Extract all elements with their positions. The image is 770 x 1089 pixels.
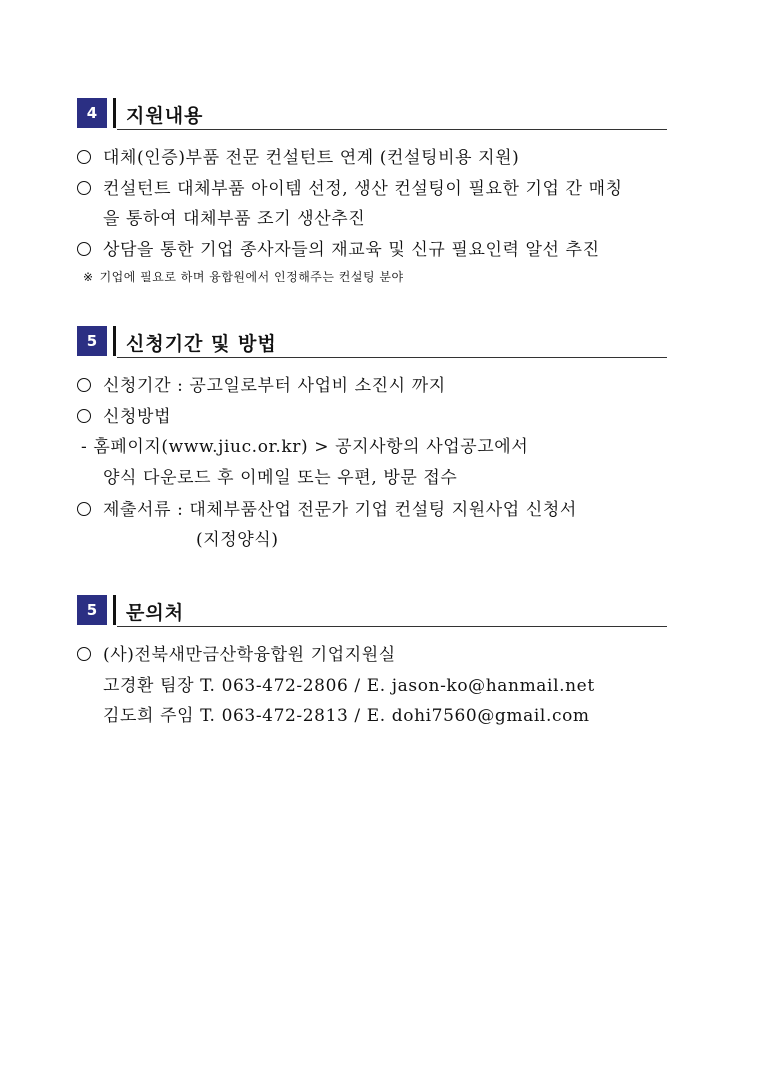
list-item [77, 402, 171, 427]
header-underline [117, 626, 667, 627]
list-item-continuation [103, 204, 365, 229]
item-text: 신청방법 [103, 407, 172, 427]
sub-item-continuation [103, 463, 457, 488]
reference-mark: ※ [83, 270, 94, 284]
section-application [77, 326, 667, 550]
section-header [77, 98, 667, 132]
circle-bullet-icon [77, 181, 91, 195]
footnote [83, 268, 404, 285]
section-number-badge: 5 [77, 326, 107, 356]
section-number-badge: 4 [77, 98, 107, 128]
item-text: 신청기간 : 공고일로부터 사업비 소진시 까지 [103, 376, 446, 396]
list-item [77, 235, 600, 260]
list-item [77, 143, 519, 168]
header-divider [113, 326, 116, 356]
item-text: 컨설턴트 대체부품 아이템 선정, 생산 컨설팅이 필요한 기업 간 매칭 [103, 179, 623, 199]
item-text: - 홈페이지(www.jiuc.or.kr) > 공지사항의 사업공고에서 [81, 437, 529, 457]
section-title: 지원내용 [126, 105, 204, 127]
contact-text: 김도희 주임 T. 063-472-2813 / E. dohi7560@gmail.com [103, 706, 590, 726]
section-header [77, 326, 667, 360]
item-text: (지정양식) [196, 530, 279, 550]
list-item [77, 640, 396, 665]
section-title: 문의처 [126, 602, 185, 624]
contact-line [103, 671, 595, 696]
section-number-badge: 5 [77, 595, 107, 625]
item-text: 상담을 통한 기업 종사자들의 재교육 및 신규 필요인력 알선 추진 [103, 240, 600, 260]
list-item [77, 495, 577, 520]
circle-bullet-icon [77, 150, 91, 164]
list-item-continuation [196, 525, 279, 550]
item-text: 제출서류 : 대체부품산업 전문가 기업 컨설팅 지원사업 신청서 [103, 500, 577, 520]
section-header [77, 595, 667, 629]
header-underline [117, 357, 667, 358]
item-text: 을 통하여 대체부품 조기 생산추진 [103, 209, 366, 229]
contact-text: 고경환 팀장 T. 063-472-2806 / E. jason-ko@hanmail.net [103, 676, 595, 696]
section-contact [77, 595, 667, 726]
sub-item [81, 432, 528, 457]
list-item [77, 371, 446, 396]
header-divider [113, 595, 116, 625]
contact-line [103, 701, 590, 726]
footnote-text: 기업에 필요로 하며 융합원에서 인정해주는 컨설팅 분야 [99, 270, 404, 284]
list-item [77, 174, 623, 199]
item-text: (사)전북새만금산학융합원 기업지원실 [103, 645, 396, 665]
item-text: 양식 다운로드 후 이메일 또는 우편, 방문 접수 [103, 468, 458, 488]
header-divider [113, 98, 116, 128]
header-underline [117, 129, 667, 130]
item-text: 대체(인증)부품 전문 컨설턴트 연계 (컨설팅비용 지원) [103, 148, 520, 168]
circle-bullet-icon [77, 502, 91, 516]
section-title: 신청기간 및 방법 [126, 333, 277, 355]
circle-bullet-icon [77, 242, 91, 256]
circle-bullet-icon [77, 409, 91, 423]
circle-bullet-icon [77, 378, 91, 392]
section-support-content [77, 98, 667, 284]
circle-bullet-icon [77, 647, 91, 661]
